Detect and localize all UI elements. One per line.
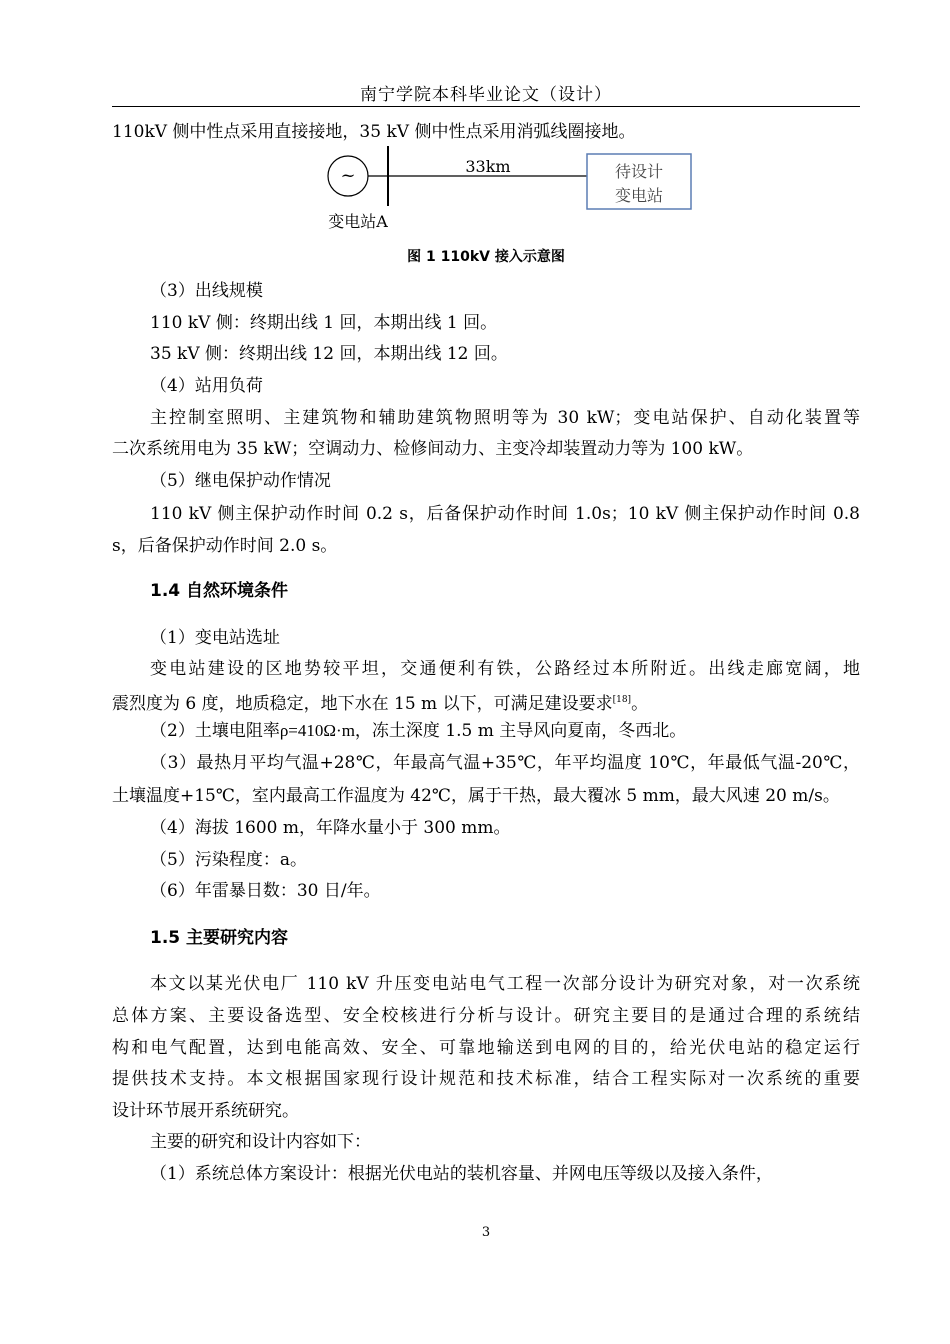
research-para-1: 本文以某光伏电厂 110 kV 升压变电站电气工程一次部分设计为研究对象，对一次系统 [150,974,860,994]
target-station-line2: 变电站 [614,186,664,205]
station-load-heading: （4）站用负荷 [150,376,263,396]
target-station-line1: 待设计 [614,162,664,181]
item1-heading: （1）变电站选址 [150,628,280,648]
station-load-para-2: 二次系统用电为 35 kW；空调动力、检修间动力、主变冷却装置动力等为 100 kW。 [112,439,754,459]
item4-line: （4）海拔 1600 m，年降水量小于 300 mm。 [150,818,511,838]
research-para-6: 主要的研究和设计内容如下： [150,1132,371,1152]
section-1-5-title: 1.5 主要研究内容 [150,928,289,948]
resistivity-formula: ρ=410Ω·m [279,721,355,740]
source-station-label: 变电站A [328,212,388,231]
intro-line: 110kV 侧中性点采用直接接地，35 kV 侧中性点采用消弧线圈接地。 [112,122,636,142]
item1-para-2-end: 。 [631,694,649,714]
relay-heading: （5）继电保护动作情况 [150,471,331,491]
item6-line: （6）年雷暴日数：30 日/年。 [150,881,381,901]
item2-post: ，冻土深度 1.5 m 主导风向夏南，冬西北。 [354,721,687,741]
item1-para-1: 变电站建设的区地势较平坦，交通便利有铁，公路经过本所附近。出线走廊宽阔，地 [150,659,860,679]
research-para-5: 设计环节展开系统研究。 [112,1101,299,1121]
item3-para-1: （3）最热月平均气温+28℃，年最高气温+35℃，年平均温度 10℃，年最低气温-20℃， [150,753,860,773]
outlet-heading: （3）出线规模 [150,281,263,301]
research-para-7: （1）系统总体方案设计：根据光伏电站的装机容量、并网电压等级以及接入条件， [150,1164,773,1184]
distance-label: 33km [465,157,511,176]
item2-pre: （2）土壤电阻率 [150,721,280,741]
source-symbol: ~ [340,165,356,186]
outlet-line-35kv: 35 kV 侧：终期出线 12 回，本期出线 12 回。 [150,344,508,364]
page-number: 3 [481,1225,491,1240]
figure-110kv-connection [300,140,720,240]
header-rule [112,106,860,107]
item2-line [150,720,860,742]
section-1-4-title: 1.4 自然环境条件 [150,581,289,601]
relay-para-1: 110 kV 侧主保护动作时间 0.2 s，后备保护动作时间 1.0s；10 kV 侧主保护动作时间 0.8 [150,504,860,524]
item5-line: （5）污染程度：a。 [150,850,307,870]
figure-caption: 图 1 110kV 接入示意图 [407,249,565,265]
item1-para-2 [112,689,860,715]
station-load-para-1: 主控制室照明、主建筑物和辅助建筑物照明等为 30 kW；变电站保护、自动化装置等 [150,408,860,428]
research-para-2: 总体方案、主要设备选型、安全校核进行分析与设计。研究主要目的是通过合理的系统结 [112,1006,860,1026]
relay-para-2: s，后备保护动作时间 2.0 s。 [112,536,338,556]
outlet-line-110kv: 110 kV 侧：终期出线 1 回，本期出线 1 回。 [150,313,498,333]
item1-para-2-text: 震烈度为 6 度，地质稳定，地下水在 15 m 以下，可满足建设要求 [112,694,613,714]
citation-ref-18[interactable]: [18] [612,695,632,705]
research-para-3: 构和电气配置，达到电能高效、安全、可靠地输送到电网的目的，给光伏电站的稳定运行 [112,1038,860,1058]
item3-para-2: 土壤温度+15℃，室内最高工作温度为 42℃，属于干热，最大覆冰 5 mm，最大风速 20 m/s。 [112,786,840,806]
page-header: 南宁学院本科毕业论文（设计） [360,85,612,105]
research-para-4: 提供技术支持。本文根据国家现行设计规范和技术标准，结合工程实际对一次系统的重要 [112,1069,860,1089]
